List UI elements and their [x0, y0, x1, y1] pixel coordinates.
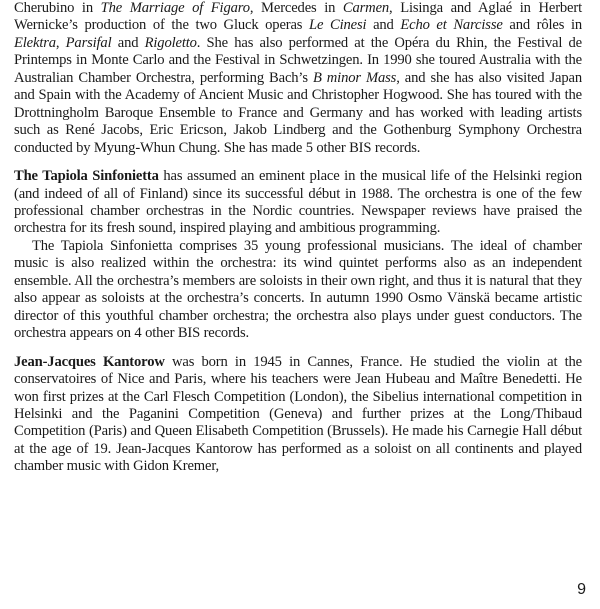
text-run: and: [111, 34, 145, 51]
opera-title: Rigoletto: [144, 34, 197, 51]
work-title: B minor Mass: [312, 69, 397, 86]
paragraph-text: was born in 1945 in Cannes, France. He studied the violin at the conservatoires of Nice and Paris, where his teachers were Jean Hubeau and Maître Benedetti. He won first prizes at the Carl Flesch Competition (London), the Sibelius international competition in Helsinki and the Paganini Competition (Geneva) and further prizes at the Long/Thibaud Competition (Paris) and Queen Elisabeth Competition (Brussels). He made his Carnegie Hall début at the age of 19. Jean-Jacques Kantorow has performed as a soloist on all continents and played chamber music with Gidon Kremer,: [14, 353, 582, 475]
text-run: and rôles in: [502, 17, 583, 34]
text-run: , Lisinga and Aglaé in Herbert Wernicke’s production of the two Gluck operas: [14, 0, 582, 34]
text-run: . She has also performed at the Opéra du Rhin, the Festival de Printemps in Monte Carlo and the Festival in Schwetzingen. In 1990 she toured Australia with the Australian Chamber Orchestra, performing Bach’s: [14, 34, 582, 86]
paragraph-text: has assumed an eminent place in the musical life of the Helsinki region (and indeed of all of Finland) since its successful début in 1988. The orchestra is one of the few professional chamber orchestras in the Nordic countries. Newspaper reviews have praised the orchestra for its fresh sound, inspired playing and ambitious programming.: [14, 168, 583, 237]
text-run: Cherubino in: [14, 0, 101, 16]
opera-title: Carmen: [342, 0, 390, 16]
page-number: 9: [577, 581, 586, 598]
opera-title: The Marriage of Figaro: [100, 0, 250, 16]
opera-title: Echo et Narcisse: [400, 17, 503, 34]
biography-paragraph-continued: [14, 0, 582, 157]
tapiola-paragraph-2: The Tapiola Sinfonietta comprises 35 young professional musicians. The ideal of chamber music is also realized within the orchestra: its wind quintet performs also as an independent ensemble. All the orchestra’s members are soloists in their own right, and thus it is natural that they also appear as soloists at the orchestra’s concerts. In autumn 1990 Osmo Vänskä became artistic director of this youthful chamber orchestra; the orchestra also plays under guest conductors. The orchestra appears on 4 other BIS records.: [14, 237, 582, 342]
ensemble-name: The Tapiola Sinfonietta: [14, 168, 159, 185]
text-run: ,: [55, 34, 66, 51]
text-run: , Mercedes in: [249, 0, 343, 16]
kantorow-paragraph: [14, 354, 582, 476]
opera-title: Elektra: [14, 34, 56, 51]
text-run: and: [366, 17, 401, 34]
artist-name: Jean-Jacques Kantorow: [14, 353, 165, 370]
opera-title: Le Cinesi: [309, 17, 367, 34]
text-run: , and she has also visited Japan and Spain with the Academy of Ancient Music and Christopher Hogwood. She has toured with the Drottningholm Baroque Ensemble to France and Germany and has worked with leading artists such as René Jacobs, Eric Ericson, Jakob Lindberg and the Gothenburg Symphony Orchestra conducted by Myung-Whun Chung. She has made 5 other BIS records.: [14, 69, 582, 156]
tapiola-paragraph-1: [14, 168, 582, 238]
opera-title: Parsifal: [65, 34, 112, 51]
document-page: [14, 0, 582, 476]
